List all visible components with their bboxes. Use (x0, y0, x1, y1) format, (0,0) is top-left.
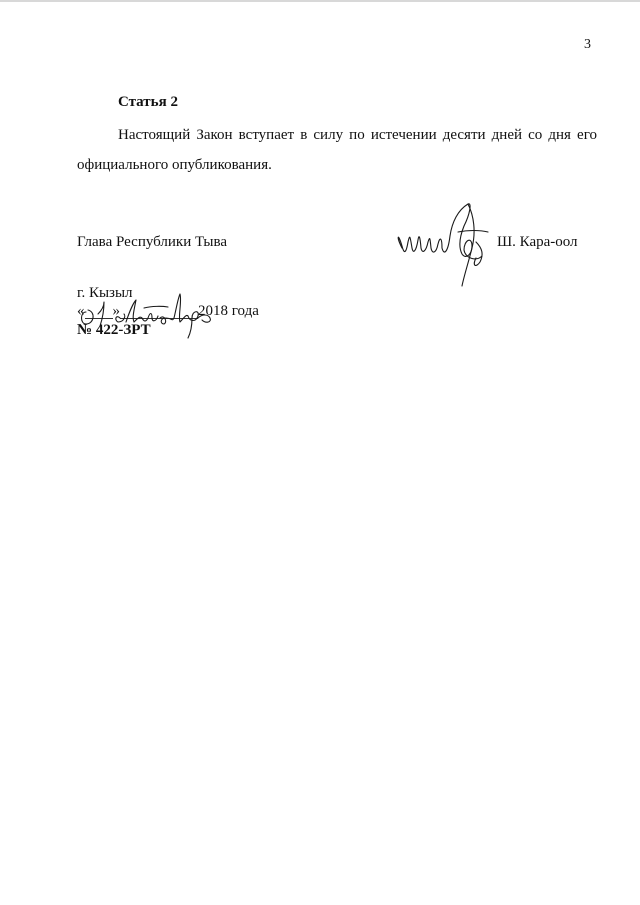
date-year-text: 2018 года (198, 303, 259, 319)
article-heading: Статья 2 (118, 94, 178, 110)
date-close-quote: » (112, 303, 120, 319)
page-number: 3 (584, 37, 591, 52)
date-open-quote: « (77, 303, 85, 319)
signer-name: Ш. Кара-оол (497, 234, 578, 250)
issuance-place: г. Кызыл (77, 285, 133, 301)
signer-title: Глава Республики Тыва (77, 234, 228, 250)
page-top-edge (0, 0, 640, 2)
law-number: № 422-ЗРТ (77, 322, 151, 338)
article-body: Настоящий Закон вступает в силу по истечении десяти дней со дня его официального опубликования. (77, 127, 597, 173)
handwritten-signature (372, 196, 502, 288)
